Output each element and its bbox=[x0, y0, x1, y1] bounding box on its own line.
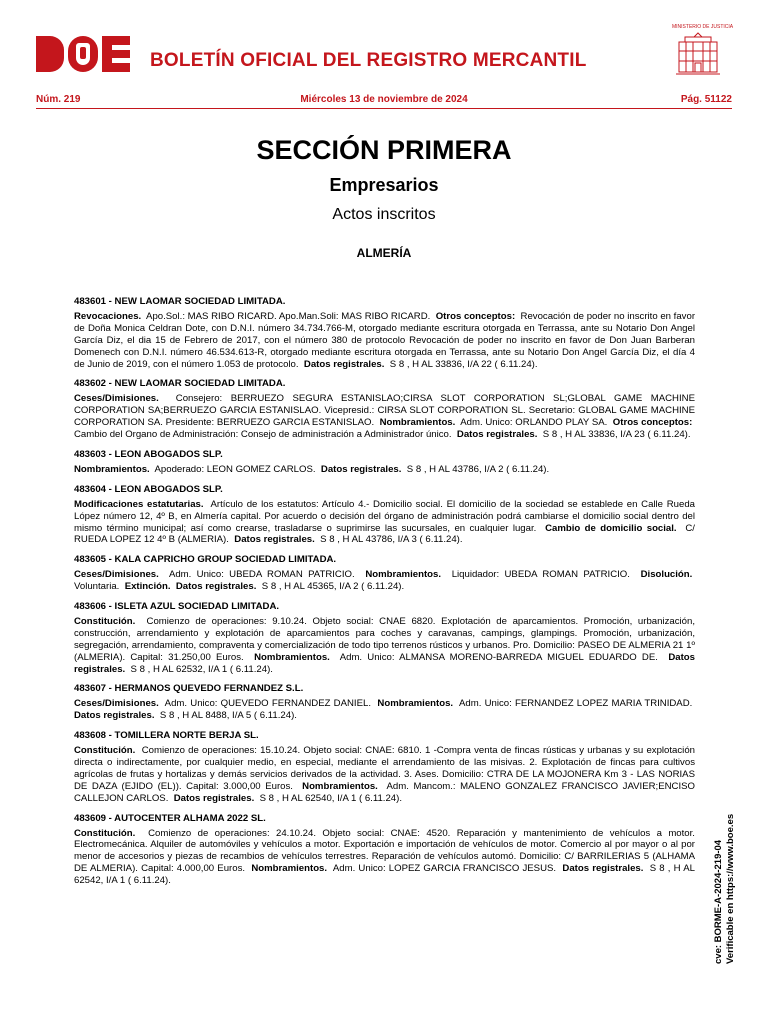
entry-body bbox=[74, 464, 695, 476]
verify-link[interactable]: Verificable en https://www.boe.es bbox=[725, 813, 736, 964]
act-label: Cambio de domicilio social. bbox=[545, 522, 677, 534]
crest-icon bbox=[76, 43, 90, 65]
act-label: Datos registrales. bbox=[173, 792, 255, 804]
act-text: S 8 , H AL 62542, I/A 1 ( 6.11.24). bbox=[74, 863, 695, 887]
act-label: Datos registrales. bbox=[234, 534, 315, 546]
entry-body bbox=[74, 311, 695, 371]
act-label: Extinción. bbox=[124, 581, 171, 593]
act-text: Artículo de los estatutos: Artículo 4.- Domicilio social. El domicilio de la sociedad se establede en Calle Rueda López número 12, 4º B, en Almería capital. Por acuerdo o decisión del órgano de administración podrá cambiarse el domicilio social dentro del mismo término municipal; así como crearse, trasladarse o suprimirse las sucursales, en cualquier lugar. bbox=[74, 498, 695, 534]
act-label: Disolución. bbox=[640, 569, 693, 581]
act-label: Nombramientos. bbox=[377, 698, 454, 710]
entry-body bbox=[74, 698, 695, 722]
entry bbox=[74, 484, 695, 547]
entry-heading: 483601 - NEW LAOMAR SOCIEDAD LIMITADA. bbox=[74, 296, 286, 307]
section-title: SECCIÓN PRIMERA bbox=[256, 135, 512, 165]
entry-body bbox=[74, 569, 695, 593]
act-text: Liquidador: UBEDA ROMAN PATRICIO. bbox=[451, 569, 630, 581]
issue-date: Miércoles 13 de noviembre de 2024 bbox=[300, 94, 468, 105]
act-label: Ceses/Dimisiones. bbox=[74, 698, 159, 710]
section-subsubtitle: Actos inscritos bbox=[332, 206, 436, 223]
act-label: Constitución. bbox=[74, 827, 136, 839]
act-text: Cambio del Organo de Administración: Consejo de administración a Administrador único. bbox=[74, 429, 452, 441]
act-label: Datos registrales. bbox=[456, 429, 538, 441]
entry-heading: 483605 - KALA CAPRICHO GROUP SOCIEDAD LIMITADA. bbox=[74, 554, 337, 566]
issue-number: Núm. 219 bbox=[36, 94, 81, 105]
act-text: Comienzo de operaciones: 9.10.24. Objeto social: CNAE 6820. Explotación de aparcamientos. Promoción, urbanización, construcción, arrendamiento y explotación de aparcamientos para coches y caravanas, campings, glampings. Promoción, urbanización, segregación, arrendamiento, compraventa y comercialización de todo tipo terrenos rústicos y urbanos. Pro. Domicilio: PASEO DE ALMERIA 21 1º (ALMERIA). Capital: 31.250,00 Euros. bbox=[74, 615, 695, 663]
act-text: Adm. Unico: QUEVEDO FERNANDEZ DANIEL. bbox=[164, 698, 371, 710]
act-text: S 8 , H AL 8488, I/A 5 ( 6.11.24). bbox=[159, 710, 297, 722]
logo-letter-e bbox=[102, 36, 130, 72]
act-text: S 8 , H AL 45365, I/A 2 ( 6.11.24). bbox=[261, 581, 405, 593]
act-label: Datos registrales. bbox=[74, 651, 695, 675]
act-text: Comienzo de operaciones: 24.10.24. Objeto social: CNAE: 4520. Reparación y mantenimiento de vehículos a motor. Electromecánica. Alquiler de automóviles y vehículos a motor. Exportación e importación de vehículos de motor. Comercio al por mayor o al por menor de accesorios y piezas de recambios de vehículos terrestres. Reparación de vehículos automó. Domicilio: C/ BARRILERIAS 5 (ALHAMA DE ALMERIA). Capital: 4.000,00 Euros. bbox=[74, 827, 695, 875]
building-icon bbox=[675, 31, 721, 77]
bulletin-title: BOLETÍN OFICIAL DEL REGISTRO MERCANTIL bbox=[150, 50, 587, 71]
entry-body bbox=[74, 828, 695, 888]
act-text: Adm. Mancom.: MALENO GONZALEZ FRANCISCO JAVIER;ENCISO CALLEJON CARLOS. bbox=[74, 780, 695, 804]
entry-heading: 483603 - LEON ABOGADOS SLP. bbox=[74, 448, 223, 460]
act-label: Constitución. bbox=[74, 615, 136, 627]
entry-heading: 483602 - NEW LAOMAR SOCIEDAD LIMITADA. bbox=[74, 378, 286, 390]
act-text: Adm. Unico: ALMANSA MORENO-BARREDA MIGUEL EDUARDO DE. bbox=[339, 651, 658, 663]
act-label: Otros conceptos: bbox=[435, 310, 516, 322]
cve-code: cve: BORME-A-2024-219-04 bbox=[713, 839, 724, 964]
act-text: S 8 , H AL 62540, I/A 1 ( 6.11.24). bbox=[259, 792, 402, 804]
province-heading: ALMERÍA bbox=[356, 246, 412, 260]
header-divider bbox=[36, 108, 732, 109]
act-text: Revocación de poder no inscrito en favor de Doña Monica Celdran Dote, con D.N.I. número 34.734.766-M, otorgado mediante escritura otorgada en Terrassa, ante su Notario Don Angel García Diz, el dia 15 de Febrero de 2017, con el número 380 de protocolo Revocación de poder no inscrito en favor de Don Juan Barberan Domenech con D.N.I. número 46.534.613-R, otorgado mediante escritura otorgada en Terrassa, ante su Notario Don Angel García Diz, el día 4 de Junio de 2019, con el número 1.053 de protocolo. bbox=[74, 310, 696, 370]
boe-logo bbox=[36, 36, 132, 72]
act-text: Adm. Unico: UBEDA ROMAN PATRICIO. bbox=[168, 569, 355, 581]
act-text: S 8 , H AL 43786, I/A 2 ( 6.11.24). bbox=[406, 463, 550, 475]
entry bbox=[74, 813, 695, 887]
act-label: Nombramientos. bbox=[254, 651, 330, 663]
act-text: S 8 , H AL 33836, I/A 22 ( 6.11.24). bbox=[389, 358, 538, 370]
act-text: S 8 , H AL 43786, I/A 3 ( 6.11.24). bbox=[320, 534, 463, 546]
act-text: Adm. Unico: LOPEZ GARCIA FRANCISCO JESUS. bbox=[332, 863, 557, 875]
act-label: Datos registrales. bbox=[74, 710, 155, 722]
act-label: Nombramientos. bbox=[251, 863, 328, 875]
act-text: Apoderado: LEON GOMEZ CARLOS. bbox=[154, 463, 316, 475]
entry-heading: 483604 - LEON ABOGADOS SLP. bbox=[74, 483, 223, 495]
entry bbox=[74, 683, 695, 722]
act-label: Otros conceptos: bbox=[612, 417, 693, 429]
page-header bbox=[36, 24, 732, 80]
entry-body bbox=[74, 616, 695, 676]
page-number: Pág. 51122 bbox=[680, 94, 732, 105]
entry bbox=[74, 554, 695, 593]
entry bbox=[74, 449, 695, 476]
entries-list bbox=[74, 296, 695, 895]
act-text: Consejero: BERRUEZO SEGURA ESTANISLAO;CIRSA SLOT CORPORATION SL;GLOBAL GAME MACHINE CORPORATION SA;BERRUEZO GARCIA ESTANISLAO. Vicepresid.: CIRSA SLOT CORPORATION SL. Secretario: GLOBAL GAME MACHINE CORPORATION SA. Presidente: BERRUEZO GARCIA ESTANISLAO. bbox=[74, 393, 695, 429]
act-text: S 8 , H AL 62532, I/A 1 ( 6.11.24). bbox=[130, 663, 273, 675]
entry bbox=[74, 730, 695, 804]
entry-body bbox=[74, 393, 695, 441]
act-text: C/ RUEDA LOPEZ 12 4º B (ALMERIA). bbox=[74, 522, 695, 546]
entry bbox=[74, 296, 695, 370]
section-subtitle: Empresarios bbox=[329, 175, 439, 195]
act-text: Adm. Unico: ORLANDO PLAY SA. bbox=[460, 417, 608, 429]
logo-letter-b bbox=[36, 36, 64, 72]
entry-heading: 483606 - ISLETA AZUL SOCIEDAD LIMITADA. bbox=[74, 601, 280, 613]
entry-heading: 483608 - TOMILLERA NORTE BERJA SL. bbox=[74, 730, 259, 742]
act-label: Datos registrales. bbox=[320, 463, 402, 475]
act-label: Datos registrales. bbox=[175, 581, 257, 593]
verification-sidebar bbox=[713, 664, 737, 964]
act-label: Ceses/Dimisiones. bbox=[74, 569, 159, 581]
logo-letter-o bbox=[68, 36, 98, 72]
act-text: Comienzo de operaciones: 15.10.24. Objeto social: CNAE: 6810. 1 -Compra venta de fincas rústicas y urbanas y su explotación directa o indirectamente, por cualquier medio, en especial, mediante el arrendamiento de las misivas. 2. Explotación de fincas para cultivos agrícolas de frutas y hortalizas y demás servicios derivados de la actividad. 3. Ases. Domicilio: CTRA DE LA MOJONERA Km 3 - LAS NORIAS DE DAZA (EJIDO (EL)). Capital: 3.000,00 Euros. bbox=[74, 745, 695, 792]
entry-body bbox=[74, 499, 695, 547]
act-label: Nombramientos. bbox=[365, 569, 442, 581]
act-label: Ceses/Dimisiones. bbox=[74, 393, 159, 405]
entry bbox=[74, 601, 695, 675]
act-label: Nombramientos. bbox=[302, 780, 378, 792]
ministry-emblem bbox=[672, 24, 734, 80]
entry-body bbox=[74, 745, 695, 805]
act-label: Nombramientos. bbox=[379, 417, 456, 429]
entry bbox=[74, 378, 695, 441]
act-label: Nombramientos. bbox=[74, 463, 150, 475]
act-label: Revocaciones. bbox=[74, 310, 142, 322]
act-label: Datos registrales. bbox=[303, 358, 385, 370]
act-label: Datos registrales. bbox=[562, 863, 644, 875]
entry-heading: 483609 - AUTOCENTER ALHAMA 2022 SL. bbox=[74, 812, 266, 824]
act-text: Adm. Unico: FERNANDEZ LOPEZ MARIA TRINIDAD. bbox=[458, 698, 693, 710]
issue-meta bbox=[36, 94, 732, 108]
act-text: Voluntaria. bbox=[74, 581, 120, 593]
act-text: Apo.Sol.: MAS RIBO RICARD. Apo.Man.Soli: MAS RIBO RICARD. bbox=[146, 310, 431, 322]
ministry-label: MINISTERIO DE JUSTICIA bbox=[672, 24, 734, 30]
act-label: Constitución. bbox=[74, 745, 136, 757]
act-text: S 8 , H AL 33836, I/A 23 ( 6.11.24). bbox=[542, 429, 691, 441]
act-label: Modificaciones estatutarias. bbox=[74, 498, 204, 510]
entry-heading: 483607 - HERMANOS QUEVEDO FERNANDEZ S.L. bbox=[74, 683, 304, 695]
